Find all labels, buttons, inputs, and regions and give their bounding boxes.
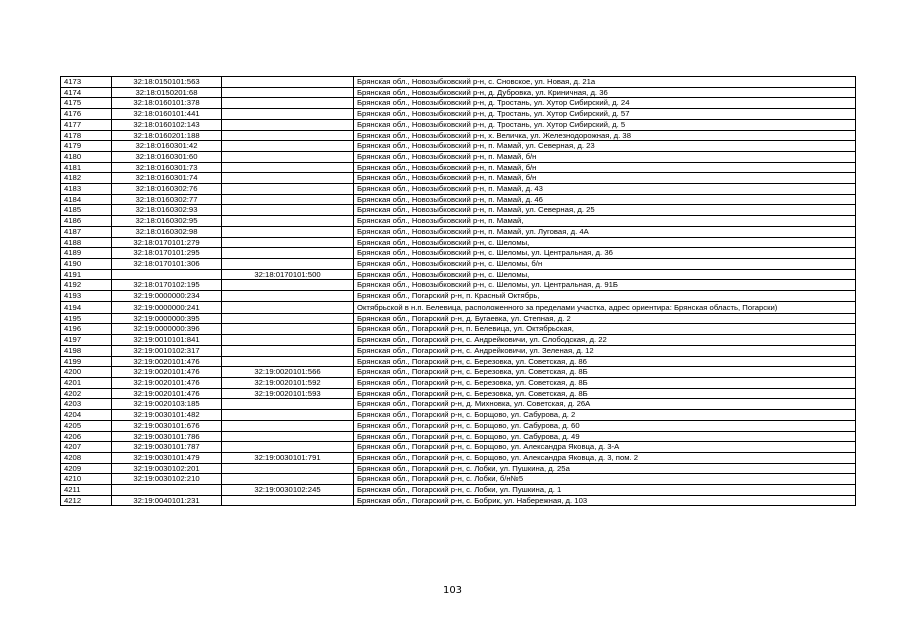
- row-number-cell: 4191: [61, 269, 112, 280]
- cadastral-number-cell: 32:18:0170101:295: [112, 248, 222, 259]
- row-number-cell: 4199: [61, 356, 112, 367]
- cadastral-number-cell: 32:18:0170101:306: [112, 258, 222, 269]
- cadastral-number-cell: 32:19:0030102:210: [112, 474, 222, 485]
- object-cadastral-number-cell: [222, 301, 354, 313]
- address-cell: Брянская обл., Новозыбковский р-н, д. Тростань, ул. Хутор Сибирский, д. 5: [354, 119, 856, 130]
- address-cell: Брянская обл., Новозыбковский р-н, п. Мамай, б/н: [354, 173, 856, 184]
- cadastral-number-cell: 32:18:0160201:188: [112, 130, 222, 141]
- address-cell: Брянская обл., Погарский р-н, с. Андрейковичи, ул. Зеленая, д. 12: [354, 345, 856, 356]
- table-row: [61, 420, 856, 431]
- object-cadastral-number-cell: [222, 420, 354, 431]
- row-number-cell: 4188: [61, 237, 112, 248]
- table-row: [61, 269, 856, 280]
- row-number-cell: 4201: [61, 377, 112, 388]
- row-number-cell: 4186: [61, 216, 112, 227]
- address-cell: Брянская обл., Новозыбковский р-н, д. Дубровка, ул. Криничная, д. 36: [354, 87, 856, 98]
- object-cadastral-number-cell: [222, 474, 354, 485]
- object-cadastral-number-cell: 32:18:0170101:500: [222, 269, 354, 280]
- row-number-cell: 4182: [61, 173, 112, 184]
- row-number-cell: 4211: [61, 485, 112, 496]
- table-row: [61, 248, 856, 259]
- row-number-cell: 4180: [61, 151, 112, 162]
- address-cell: Брянская обл., Погарский р-н, д. Бугаевка, ул. Степная, д. 2: [354, 313, 856, 324]
- row-number-cell: 4196: [61, 324, 112, 335]
- table-row: [61, 77, 856, 88]
- row-number-cell: 4206: [61, 431, 112, 442]
- row-number-cell: 4202: [61, 388, 112, 399]
- cadastral-number-cell: 32:19:0000000:234: [112, 291, 222, 302]
- row-number-cell: 4181: [61, 162, 112, 173]
- object-cadastral-number-cell: [222, 356, 354, 367]
- address-cell: Брянская обл., Погарский р-н, с. Андрейковичи, ул. Слободская, д. 22: [354, 335, 856, 346]
- cadastral-number-cell: 32:18:0150201:68: [112, 87, 222, 98]
- cadastral-number-cell: [112, 485, 222, 496]
- object-cadastral-number-cell: [222, 495, 354, 506]
- row-number-cell: 4194: [61, 301, 112, 313]
- address-cell: Брянская обл., Новозыбковский р-н, п. Мамай, ул. Северная, д. 23: [354, 141, 856, 152]
- address-cell: Брянская обл., Новозыбковский р-н, д. Тростань, ул. Хутор Сибирский, д. 57: [354, 109, 856, 120]
- table-row: [61, 291, 856, 302]
- row-number-cell: 4175: [61, 98, 112, 109]
- row-number-cell: 4197: [61, 335, 112, 346]
- object-cadastral-number-cell: [222, 442, 354, 453]
- address-cell: Брянская обл., Новозыбковский р-н, х. Величка, ул. Железнодорожная, д. 38: [354, 130, 856, 141]
- object-cadastral-number-cell: [222, 258, 354, 269]
- row-number-cell: 4205: [61, 420, 112, 431]
- table-row: [61, 280, 856, 291]
- table-row: [61, 173, 856, 184]
- table-row: [61, 226, 856, 237]
- page-number: 103: [442, 585, 463, 596]
- object-cadastral-number-cell: [222, 162, 354, 173]
- cadastral-number-cell: 32:18:0160101:441: [112, 109, 222, 120]
- cadastral-number-cell: 32:18:0160101:378: [112, 98, 222, 109]
- table-row: [61, 324, 856, 335]
- table-row: [61, 162, 856, 173]
- cadastral-number-cell: 32:19:0030101:676: [112, 420, 222, 431]
- table-row: [61, 141, 856, 152]
- object-cadastral-number-cell: [222, 77, 354, 88]
- table-row: [61, 442, 856, 453]
- table-row: [61, 495, 856, 506]
- object-cadastral-number-cell: [222, 87, 354, 98]
- address-cell: Октябрьской в н.п. Белевица, расположенного за пределами участка, адрес ориентира: Брянская область, Погарски): [354, 301, 856, 313]
- cadastral-number-cell: 32:19:0020103:185: [112, 399, 222, 410]
- table-row: [61, 216, 856, 227]
- row-number-cell: 4208: [61, 452, 112, 463]
- address-cell: Брянская обл., Погарский р-н, п. Красный Октябрь,: [354, 291, 856, 302]
- table-row: [61, 313, 856, 324]
- cadastral-number-cell: 32:19:0020101:476: [112, 356, 222, 367]
- object-cadastral-number-cell: [222, 345, 354, 356]
- row-number-cell: 4190: [61, 258, 112, 269]
- row-number-cell: 4176: [61, 109, 112, 120]
- cadastral-number-cell: 32:19:0040101:231: [112, 495, 222, 506]
- table-row: [61, 431, 856, 442]
- table-row: [61, 485, 856, 496]
- row-number-cell: 4185: [61, 205, 112, 216]
- row-number-cell: 4203: [61, 399, 112, 410]
- row-number-cell: 4187: [61, 226, 112, 237]
- table-row: [61, 130, 856, 141]
- address-cell: Брянская обл., Погарский р-н, с. Борщово, ул. Александра Яковца, д. 3-А: [354, 442, 856, 453]
- address-cell: Брянская обл., Погарский р-н, с. Борщово, ул. Сабурова, д. 2: [354, 410, 856, 421]
- table-row: [61, 367, 856, 378]
- object-cadastral-number-cell: [222, 130, 354, 141]
- object-cadastral-number-cell: [222, 194, 354, 205]
- cadastral-number-cell: 32:19:0030101:786: [112, 431, 222, 442]
- row-number-cell: 4173: [61, 77, 112, 88]
- table-row: [61, 388, 856, 399]
- address-cell: Брянская обл., Погарский р-н, с. Березовка, ул. Советская, д. 8Б: [354, 367, 856, 378]
- row-number-cell: 4195: [61, 313, 112, 324]
- table-row: [61, 119, 856, 130]
- address-cell: Брянская обл., Новозыбковский р-н, п. Мамай, д. 43: [354, 184, 856, 195]
- address-cell: Брянская обл., Новозыбковский р-н, п. Мамай,: [354, 216, 856, 227]
- address-cell: Брянская обл., Новозыбковский р-н, п. Мамай, ул. Луговая, д. 4А: [354, 226, 856, 237]
- object-cadastral-number-cell: [222, 237, 354, 248]
- table-row: [61, 356, 856, 367]
- address-cell: Брянская обл., Погарский р-н, с. Лобки, ул. Пушкина, д. 25а: [354, 463, 856, 474]
- cadastral-number-cell: 32:19:0020101:476: [112, 388, 222, 399]
- registry-table: [60, 76, 856, 506]
- address-cell: Брянская обл., Новозыбковский р-н, п. Мамай, д. 46: [354, 194, 856, 205]
- object-cadastral-number-cell: [222, 280, 354, 291]
- object-cadastral-number-cell: [222, 184, 354, 195]
- cadastral-number-cell: 32:18:0170101:279: [112, 237, 222, 248]
- address-cell: Брянская обл., Новозыбковский р-н, с. Шеломы, ул. Центральная, д. 36: [354, 248, 856, 259]
- row-number-cell: 4198: [61, 345, 112, 356]
- address-cell: Брянская обл., Новозыбковский р-н, с. Шеломы,: [354, 237, 856, 248]
- cadastral-number-cell: 32:18:0160102:143: [112, 119, 222, 130]
- address-cell: Брянская обл., Погарский р-н, с. Березовка, ул. Советская, д. 8Б: [354, 377, 856, 388]
- table-row: [61, 377, 856, 388]
- object-cadastral-number-cell: 32:19:0020101:566: [222, 367, 354, 378]
- row-number-cell: 4193: [61, 291, 112, 302]
- table-row: [61, 98, 856, 109]
- table-row: [61, 410, 856, 421]
- address-cell: Брянская обл., Погарский р-н, с. Березовка, ул. Советская, д. 86: [354, 356, 856, 367]
- row-number-cell: 4183: [61, 184, 112, 195]
- object-cadastral-number-cell: [222, 173, 354, 184]
- registry-table-body: [61, 77, 856, 506]
- cadastral-number-cell: 32:19:0030101:482: [112, 410, 222, 421]
- table-row: [61, 399, 856, 410]
- row-number-cell: 4212: [61, 495, 112, 506]
- object-cadastral-number-cell: [222, 313, 354, 324]
- row-number-cell: 4174: [61, 87, 112, 98]
- address-cell: Брянская обл., Новозыбковский р-н, д. Тростань, ул. Хутор Сибирский, д. 24: [354, 98, 856, 109]
- object-cadastral-number-cell: [222, 324, 354, 335]
- object-cadastral-number-cell: [222, 291, 354, 302]
- cadastral-number-cell: 32:18:0160301:73: [112, 162, 222, 173]
- cadastral-number-cell: 32:18:0170102:195: [112, 280, 222, 291]
- cadastral-number-cell: 32:18:0160302:76: [112, 184, 222, 195]
- row-number-cell: 4209: [61, 463, 112, 474]
- address-cell: Брянская обл., Новозыбковский р-н, с. Шеломы, ул. Центральная, д. 91Б: [354, 280, 856, 291]
- table-row: [61, 258, 856, 269]
- cadastral-number-cell: 32:18:0160302:93: [112, 205, 222, 216]
- object-cadastral-number-cell: [222, 98, 354, 109]
- address-cell: Брянская обл., Погарский р-н, с. Борщово, ул. Александра Яковца, д. 3, пом. 2: [354, 452, 856, 463]
- address-cell: Брянская обл., Погарский р-н, с. Лобки, ул. Пушкина, д. 1: [354, 485, 856, 496]
- object-cadastral-number-cell: [222, 226, 354, 237]
- cadastral-number-cell: 32:19:0000000:396: [112, 324, 222, 335]
- object-cadastral-number-cell: [222, 216, 354, 227]
- table-row: [61, 87, 856, 98]
- object-cadastral-number-cell: 32:19:0020101:592: [222, 377, 354, 388]
- object-cadastral-number-cell: [222, 151, 354, 162]
- table-row: [61, 474, 856, 485]
- object-cadastral-number-cell: [222, 119, 354, 130]
- address-cell: Брянская обл., Новозыбковский р-н, с. Шеломы,: [354, 269, 856, 280]
- cadastral-number-cell: 32:19:0010101:841: [112, 335, 222, 346]
- row-number-cell: 4210: [61, 474, 112, 485]
- row-number-cell: 4179: [61, 141, 112, 152]
- table-row: [61, 301, 856, 313]
- object-cadastral-number-cell: 32:19:0030102:245: [222, 485, 354, 496]
- table-row: [61, 194, 856, 205]
- cadastral-number-cell: 32:19:0000000:241: [112, 301, 222, 313]
- table-row: [61, 237, 856, 248]
- row-number-cell: 4200: [61, 367, 112, 378]
- object-cadastral-number-cell: [222, 410, 354, 421]
- address-cell: Брянская обл., Погарский р-н, д. Михновка, ул. Советская, д. 26А: [354, 399, 856, 410]
- object-cadastral-number-cell: [222, 205, 354, 216]
- address-cell: Брянская обл., Погарский р-н, с. Борщово, ул. Сабурова, д. 60: [354, 420, 856, 431]
- cadastral-number-cell: 32:18:0160302:77: [112, 194, 222, 205]
- cadastral-number-cell: 32:19:0030102:201: [112, 463, 222, 474]
- address-cell: Брянская обл., Новозыбковский р-н, с. Сновское, ул. Новая, д. 21а: [354, 77, 856, 88]
- cadastral-number-cell: 32:18:0160301:60: [112, 151, 222, 162]
- cadastral-number-cell: 32:18:0160302:95: [112, 216, 222, 227]
- cadastral-number-cell: [112, 269, 222, 280]
- table-row: [61, 335, 856, 346]
- address-cell: Брянская обл., Погарский р-н, п. Белевица, ул. Октябрьская,: [354, 324, 856, 335]
- cadastral-number-cell: 32:19:0030101:479: [112, 452, 222, 463]
- row-number-cell: 4184: [61, 194, 112, 205]
- row-number-cell: 4207: [61, 442, 112, 453]
- address-cell: Брянская обл., Новозыбковский р-н, п. Мамай, б/н: [354, 151, 856, 162]
- cadastral-number-cell: 32:19:0010102:317: [112, 345, 222, 356]
- table-row: [61, 452, 856, 463]
- table-row: [61, 151, 856, 162]
- object-cadastral-number-cell: [222, 248, 354, 259]
- object-cadastral-number-cell: [222, 335, 354, 346]
- cadastral-number-cell: 32:19:0030101:787: [112, 442, 222, 453]
- object-cadastral-number-cell: [222, 141, 354, 152]
- object-cadastral-number-cell: [222, 399, 354, 410]
- address-cell: Брянская обл., Погарский р-н, с. Лобки, б/н№5: [354, 474, 856, 485]
- address-cell: Брянская обл., Новозыбковский р-н, п. Мамай, ул. Северная, д. 25: [354, 205, 856, 216]
- cadastral-number-cell: 32:19:0020101:476: [112, 367, 222, 378]
- address-cell: Брянская обл., Погарский р-н, с. Борщово, ул. Сабурова, д. 49: [354, 431, 856, 442]
- cadastral-number-cell: 32:18:0160302:98: [112, 226, 222, 237]
- address-cell: Брянская обл., Погарский р-н, с. Бобрик, ул. Набережная, д. 103: [354, 495, 856, 506]
- table-row: [61, 184, 856, 195]
- object-cadastral-number-cell: 32:19:0030101:791: [222, 452, 354, 463]
- row-number-cell: 4178: [61, 130, 112, 141]
- address-cell: Брянская обл., Новозыбковский р-н, с. Шеломы, б/н: [354, 258, 856, 269]
- table-row: [61, 109, 856, 120]
- cadastral-number-cell: 32:18:0160301:42: [112, 141, 222, 152]
- address-cell: Брянская обл., Новозыбковский р-н, п. Мамай, б/н: [354, 162, 856, 173]
- row-number-cell: 4204: [61, 410, 112, 421]
- object-cadastral-number-cell: [222, 463, 354, 474]
- address-cell: Брянская обл., Погарский р-н, с. Березовка, ул. Советская, д. 8Б: [354, 388, 856, 399]
- object-cadastral-number-cell: [222, 431, 354, 442]
- object-cadastral-number-cell: 32:19:0020101:593: [222, 388, 354, 399]
- cadastral-number-cell: 32:18:0150101:563: [112, 77, 222, 88]
- cadastral-number-cell: 32:19:0000000:395: [112, 313, 222, 324]
- row-number-cell: 4189: [61, 248, 112, 259]
- row-number-cell: 4177: [61, 119, 112, 130]
- cadastral-number-cell: 32:19:0020101:476: [112, 377, 222, 388]
- row-number-cell: 4192: [61, 280, 112, 291]
- table-row: [61, 205, 856, 216]
- table-row: [61, 463, 856, 474]
- table-row: [61, 345, 856, 356]
- object-cadastral-number-cell: [222, 109, 354, 120]
- cadastral-number-cell: 32:18:0160301:74: [112, 173, 222, 184]
